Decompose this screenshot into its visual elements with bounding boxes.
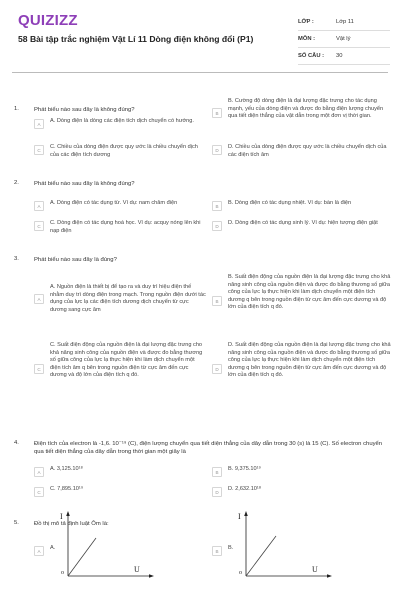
option-letter-box: A xyxy=(34,467,44,477)
option-text: D. 2,632.10¹⁸ xyxy=(228,486,262,492)
option-text: B. Cường độ dòng điện là đại lượng đặc trưng cho tác dụng mạnh, yếu của dòng điện và được đo bằng điện lượng chuyển qua tiết diện thẳng của vật dẫn trong một đơn vị thời gian. xyxy=(228,98,384,120)
meta-row-class xyxy=(298,14,390,31)
quizizz-logo: QUIZIZZ xyxy=(18,12,78,29)
meta-row-subject xyxy=(298,31,390,48)
option-text: C. Chiều của dòng điện được quy ước là chiều chuyển dịch của các điện tích dương xyxy=(50,144,198,158)
option-a[interactable] xyxy=(34,466,204,477)
option-text: A. Nguồn điện là thiết bị để tạo ra và duy trì hiệu điện thế nhằm duy trì dòng điện trong mạch. Trong nguồn điện dưới tác dụng của lực lạ các điện tích dương dịch chuyển từ cực dương sang cực âm xyxy=(50,284,206,313)
meta-info-table xyxy=(298,14,390,65)
meta-key: SỐ CÂU : xyxy=(298,53,325,59)
option-text: A. Dòng điện là dòng các điện tích dịch chuyển có hướng. xyxy=(50,118,194,124)
graph-line xyxy=(68,538,96,576)
option-text: A. Dòng điện có tác dụng từ. Ví dụ: nam châm điện xyxy=(50,200,178,206)
question-2 xyxy=(14,180,392,242)
option-text: C. 7,895.10¹⁹ xyxy=(50,486,84,492)
option-a[interactable] xyxy=(34,284,206,314)
graph-y-arrow xyxy=(66,511,70,516)
question-text: Phát biểu nào sau đây là đúng? xyxy=(34,257,117,263)
option-text: B. xyxy=(228,545,234,551)
meta-value: Vật lý xyxy=(336,36,351,42)
option-letter-box: A xyxy=(34,201,44,211)
graph-x-arrow xyxy=(327,574,332,578)
graph-x-label: U xyxy=(312,565,318,574)
option-letter-box: D xyxy=(212,487,222,497)
option-c[interactable] xyxy=(34,144,204,159)
option-letter-box: A xyxy=(34,546,44,556)
option-c[interactable] xyxy=(34,486,204,497)
question-5 xyxy=(14,512,392,600)
option-letter-box: B xyxy=(212,201,222,211)
option-letter-box: B xyxy=(212,108,222,118)
option-text: D. Suất điện động của nguồn điện là đại lượng đặc trưng cho khả năng sinh công của nguồn điện và được đo bằng thương số giữa công của lực lạ thực hiện khi làm dịch chuyển một điện tích dương q bên trong nguồn điện từ cực âm đến cực dương và độ lớn của điện tích q đó. xyxy=(228,342,391,379)
option-d[interactable] xyxy=(212,220,392,231)
question-number: 2. xyxy=(14,180,19,186)
option-b[interactable] xyxy=(212,274,392,312)
option-letter-box: B xyxy=(212,296,222,306)
option-text: B. Dòng điện có tác dụng nhiệt. Ví dụ: bàn là điện xyxy=(228,200,352,206)
option-a[interactable] xyxy=(34,118,204,129)
option-letter-box: D xyxy=(212,145,222,155)
question-number: 5. xyxy=(14,520,19,526)
ohm-graph-a xyxy=(58,510,158,580)
question-number: 3. xyxy=(14,256,19,262)
option-d[interactable] xyxy=(212,144,392,159)
option-letter-box: C xyxy=(34,364,44,374)
option-b[interactable] xyxy=(212,466,392,477)
option-b[interactable] xyxy=(212,98,392,121)
graph-origin-label: o xyxy=(239,570,242,576)
option-d[interactable] xyxy=(212,342,392,380)
question-number: 1. xyxy=(14,106,19,112)
meta-key: MÔN : xyxy=(298,36,316,42)
option-letter-box: C xyxy=(34,145,44,155)
option-text: B. 9,375.10¹⁹ xyxy=(228,466,261,472)
meta-key: LỚP : xyxy=(298,19,314,25)
option-text: B. Suất điện động của nguồn điện là đại lượng đặc trưng cho khả năng sinh công của nguồn điện và được đo bằng thương số giữa công của lực lạ thực hiện khi làm dịch chuyển một điện tích dương q bên trong nguồn điện từ cực âm đến cực dương và độ lớn của điện tích q đó. xyxy=(228,274,391,311)
question-text: Đồ thị mô tả định luật Ôm là: xyxy=(34,521,109,527)
option-d[interactable] xyxy=(212,486,392,497)
graph-x-arrow xyxy=(149,574,154,578)
document-header xyxy=(0,0,400,64)
meta-row-question-count xyxy=(298,48,390,65)
option-text: C. Dòng điện có tác dụng hoá học. Ví dụ: acquy nóng lên khi nạp điện xyxy=(50,220,201,234)
option-text: D. Chiều của dòng điện được quy ước là chiều chuyển dịch của các điện tích âm xyxy=(228,144,387,158)
option-letter-box: A xyxy=(34,119,44,129)
header-divider xyxy=(12,72,388,73)
graph-y-label: I xyxy=(60,512,63,521)
question-text: Điện tích của electron là -1,6. 10⁻¹⁹ (C), điện lượng chuyển qua tiết diện thẳng của dây dẫn trong 30 (s) là 15 (C). Số electron chuyển qua tiết diện thẳng của dây dẫn trong thời gian một giây là xyxy=(34,441,383,455)
option-text: A. xyxy=(50,545,56,551)
option-a[interactable] xyxy=(34,200,204,211)
option-letter-box: C xyxy=(34,221,44,231)
option-letter-box: C xyxy=(34,487,44,497)
graph-origin-label: o xyxy=(61,570,64,576)
option-letter-box: B xyxy=(212,546,222,556)
option-c[interactable] xyxy=(34,220,204,235)
option-b[interactable] xyxy=(212,200,392,211)
question-1 xyxy=(14,98,392,166)
option-text: D. Dòng điện có tác dụng sinh lý. Ví dụ: hiện tượng điện giật xyxy=(228,220,378,226)
question-number: 4. xyxy=(14,440,19,446)
option-letter-box: B xyxy=(212,467,222,477)
graph-line xyxy=(246,536,276,576)
ohm-graph-b xyxy=(236,510,336,580)
question-text: Phát biểu nào sau đây là không đúng? xyxy=(34,181,135,187)
graph-y-label: I xyxy=(238,512,241,521)
meta-value: Lớp 11 xyxy=(336,19,354,25)
meta-value: 30 xyxy=(336,53,343,59)
option-letter-box: A xyxy=(34,294,44,304)
option-c[interactable] xyxy=(34,342,206,380)
option-text: C. Suất điện động của nguồn điện là đại lượng đặc trưng cho khả năng sinh công của nguồn điện và được đo bằng thương số giữa công của lực lạ thực hiện khi làm dịch chuyển một điện tích âm q bên trong nguồn điện từ cực âm đến cực dương và độ lớn của điện tích q đó. xyxy=(50,342,203,379)
question-4 xyxy=(14,440,392,502)
option-letter-box: D xyxy=(212,221,222,231)
option-text: A. 3,125.10¹⁸ xyxy=(50,466,83,472)
option-letter-box: D xyxy=(212,364,222,374)
question-3 xyxy=(14,256,392,408)
question-text: Phát biểu nào sau đây là không đúng? xyxy=(34,107,135,113)
graph-x-label: U xyxy=(134,565,140,574)
graph-y-arrow xyxy=(244,511,248,516)
document-title: 58 Bài tập trắc nghiệm Vật Lí 11 Dòng điện không đổi (P1) xyxy=(18,34,254,44)
